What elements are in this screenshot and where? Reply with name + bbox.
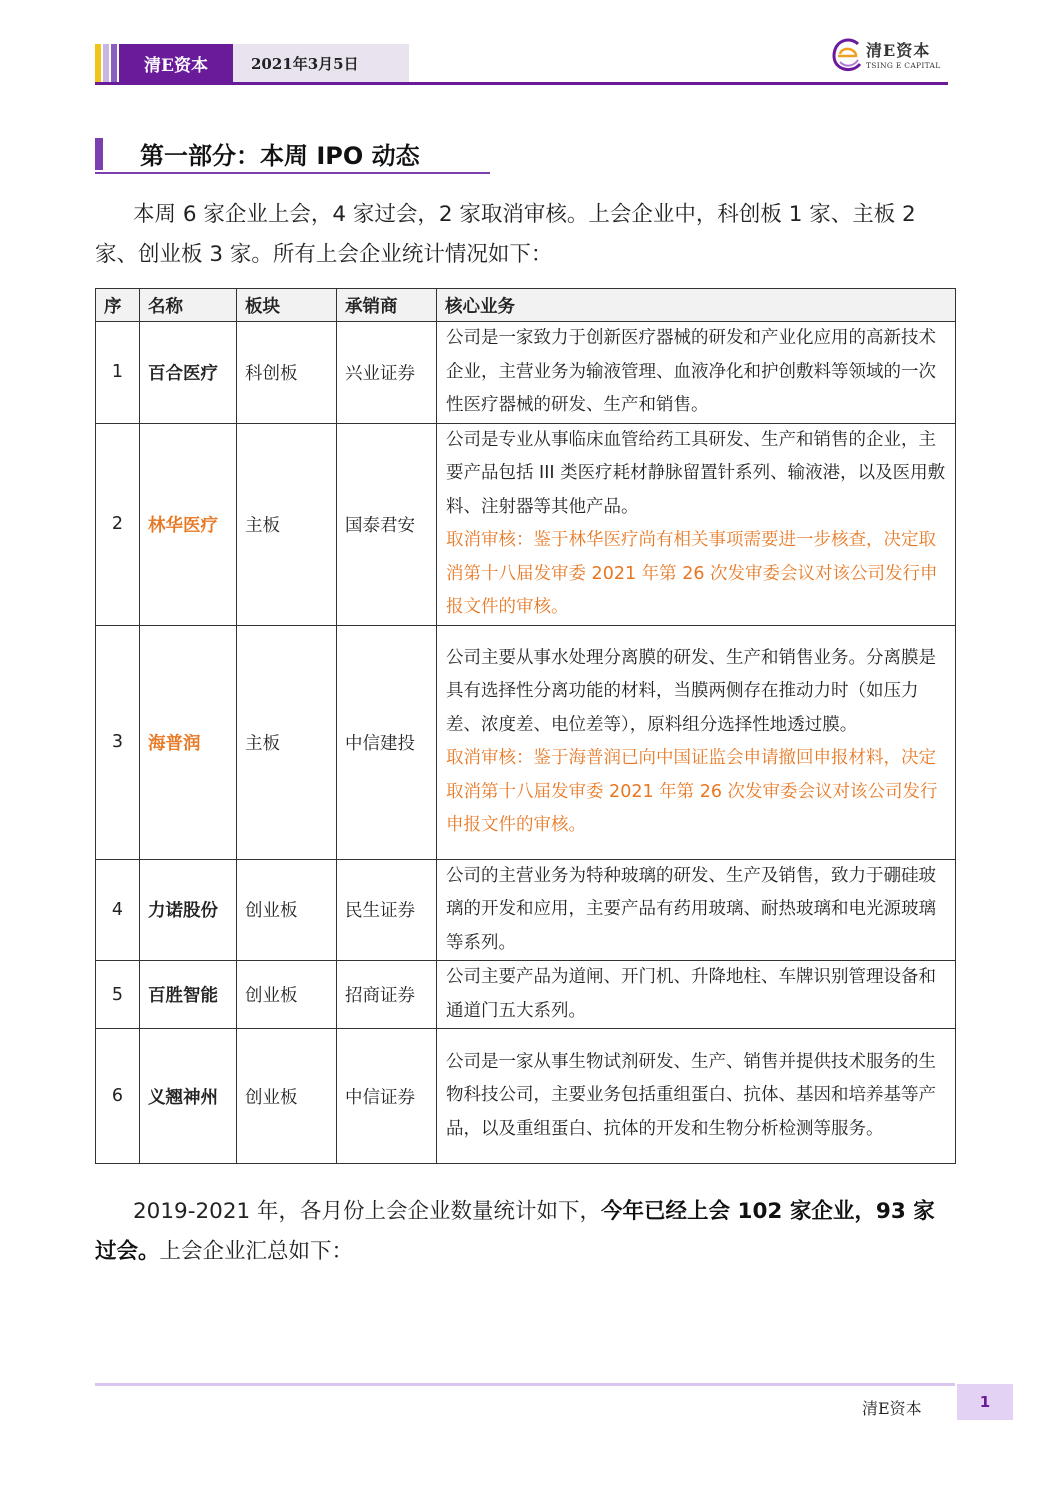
col-header-name: 名称 (140, 289, 237, 322)
summary-lead: 2019-2021 年，各月份上会企业数量统计如下， (133, 1199, 602, 1224)
col-header-business: 核心业务 (437, 289, 956, 322)
row-business (437, 1029, 956, 1164)
row-index: 6 (96, 1029, 140, 1164)
row-underwriter: 兴业证券 (337, 322, 437, 424)
row-board: 创业板 (237, 1029, 337, 1164)
row-company-name: 百合医疗 (140, 322, 237, 424)
summary-tail: 上会企业汇总如下： (159, 1239, 354, 1264)
row-board: 科创板 (237, 322, 337, 424)
table-row (96, 625, 956, 859)
header-brand: 清E资本 (119, 44, 233, 82)
table-row (96, 322, 956, 424)
row-company-name: 海普润 (140, 625, 237, 859)
business-description: 公司的主营业务为特种玻璃的研发、生产及销售，致力于硼硅玻璃的开发和应用，主要产品有药用玻璃、耐热玻璃和电光源玻璃等系列。 (446, 865, 936, 953)
summary-highlight: 今年已经上会 102 家企业，93 家过会。 (95, 1199, 935, 1264)
ipo-table (95, 288, 956, 1164)
business-description: 公司是一家致力于创新医疗器械的研发和产业化应用的高新技术企业，主营业务为输液管理、血液净化和护创敷料等领域的一次性医疗器械的研发、生产和销售。 (446, 328, 936, 415)
business-description: 公司是专业从事临床血管给药工具研发、生产和销售的企业，主要产品包括 III 类医疗耗材静脉留置针系列、输液港，以及医用敷料、注射器等其他产品。 (446, 429, 946, 517)
footer-brand: 清E资本 (862, 1399, 922, 1418)
company-logo (830, 36, 950, 80)
col-header-index: 序 (96, 289, 140, 322)
section-underline (95, 172, 490, 174)
row-company-name: 力诺股份 (140, 859, 237, 961)
row-board: 创业板 (237, 961, 337, 1029)
row-board: 创业板 (237, 859, 337, 961)
row-index: 3 (96, 625, 140, 859)
header-stripe-lilac (103, 44, 109, 82)
col-header-underwriter: 承销商 (337, 289, 437, 322)
row-board: 主板 (237, 423, 337, 625)
col-header-board: 板块 (237, 289, 337, 322)
header-stripe-purple (111, 44, 117, 82)
intro-paragraph: 本周 6 家企业上会，4 家过会，2 家取消审核。上会企业中，科创板 1 家、主板 2 家、创业板 3 家。所有上会企业统计情况如下： (95, 202, 916, 267)
row-underwriter: 中信建投 (337, 625, 437, 859)
logo-text-en: TSING E CAPITAL (866, 61, 941, 70)
header-rule (95, 82, 948, 85)
row-underwriter: 民生证券 (337, 859, 437, 961)
row-underwriter: 招商证券 (337, 961, 437, 1029)
table-row (96, 1029, 956, 1164)
row-index: 5 (96, 961, 140, 1029)
row-index: 2 (96, 423, 140, 625)
page-number: 1 (957, 1384, 1013, 1420)
cancel-note: 取消审核：鉴于海普润已向中国证监会申请撤回申报材料，决定取消第十八届发审委 2021 年第 26 次发审委会议对该公司发行申报文件的审核。 (446, 748, 938, 835)
logo-swirl-icon (830, 36, 864, 76)
row-index: 4 (96, 859, 140, 961)
cancel-note: 取消审核：鉴于林华医疗尚有相关事项需要进一步核查，决定取消第十八届发审委 2021 年第 26 次发审委会议对该公司发行申报文件的审核。 (446, 530, 938, 617)
row-company-name: 百胜智能 (140, 961, 237, 1029)
section-marker (95, 138, 103, 170)
business-description: 公司是一家从事生物试剂研发、生产、销售并提供技术服务的生物科技公司，主要业务包括重组蛋白、抗体、基因和培养基等产品，以及重组蛋白、抗体的开发和生物分析检测等服务。 (446, 1051, 936, 1139)
summary-paragraph (95, 1192, 955, 1272)
table-row (96, 423, 956, 625)
footer-rule (95, 1383, 955, 1386)
row-business (437, 625, 956, 859)
row-business (437, 961, 956, 1029)
header-date: 2021年3月5日 (233, 44, 409, 82)
table-row (96, 859, 956, 961)
header-stripe-yellow (95, 44, 101, 82)
row-business (437, 322, 956, 424)
section-title: 第一部分：本周 IPO 动态 (140, 142, 420, 170)
row-index: 1 (96, 322, 140, 424)
logo-text-cn: 清E资本 (866, 41, 931, 60)
business-description: 公司主要从事水处理分离膜的研发、生产和销售业务。分离膜是具有选择性分离功能的材料，当膜两侧存在推动力时（如压力差、浓度差、电位差等），原料组分选择性地透过膜。 (446, 647, 936, 735)
table-row (96, 961, 956, 1029)
row-company-name: 义翘神州 (140, 1029, 237, 1164)
row-business (437, 859, 956, 961)
row-business (437, 423, 956, 625)
row-board: 主板 (237, 625, 337, 859)
row-underwriter: 中信证券 (337, 1029, 437, 1164)
row-underwriter: 国泰君安 (337, 423, 437, 625)
row-company-name: 林华医疗 (140, 423, 237, 625)
business-description: 公司主要产品为道闸、开门机、升降地柱、车牌识别管理设备和通道门五大系列。 (446, 967, 936, 1021)
table-header-row (96, 289, 956, 322)
